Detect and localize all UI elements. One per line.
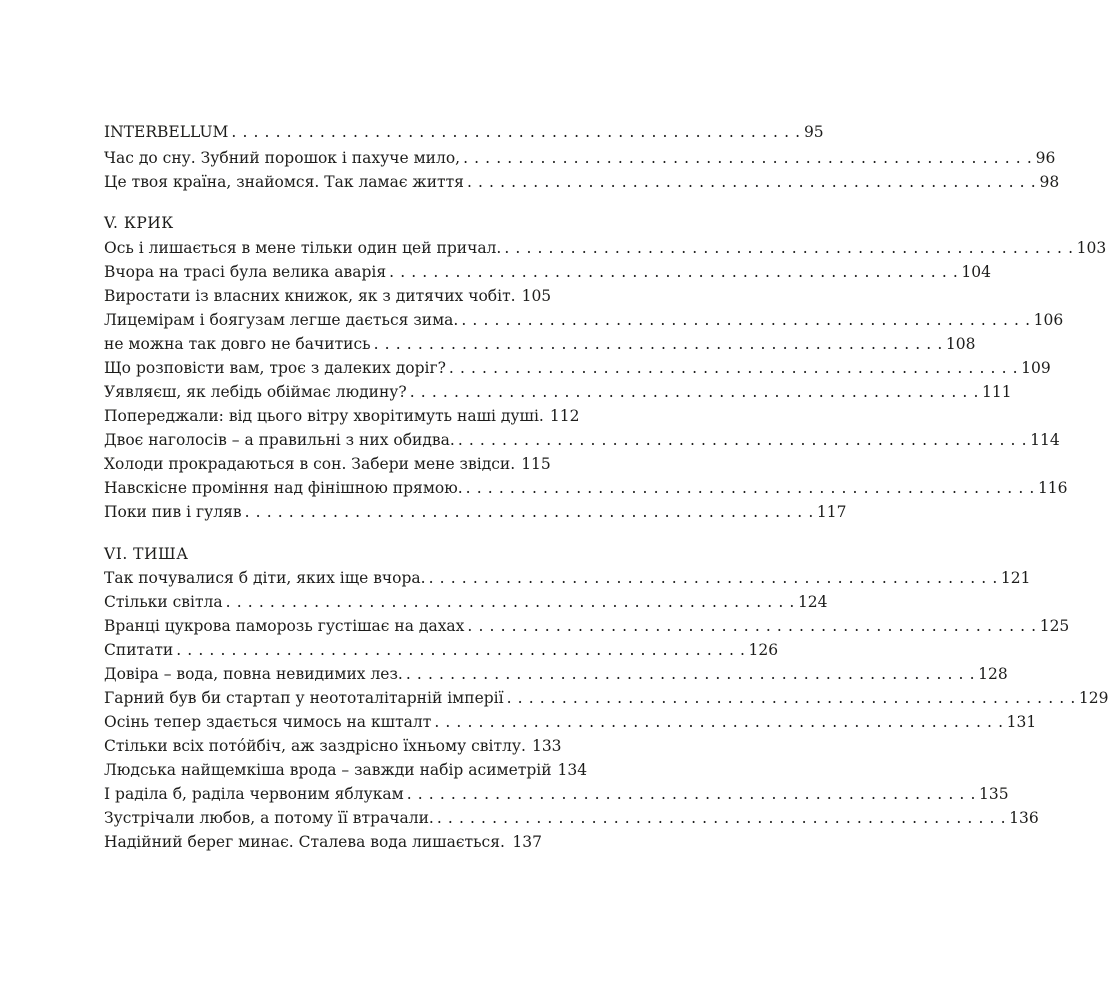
toc-entry-page: 104 [961, 263, 992, 281]
toc-entry [104, 308, 1064, 332]
toc-entry-title: Навскісне проміння над фінішною прямою. [104, 479, 463, 497]
toc-entry-page: 116 [1037, 479, 1068, 497]
toc-entry-title: Попереджали: від цього вітру хворітимуть наші душі. [104, 407, 544, 425]
toc-entry [104, 260, 992, 284]
toc-entry-page: 105 [521, 287, 552, 305]
toc-entry-page: 106 [1033, 311, 1064, 329]
dot-leader [176, 638, 745, 662]
dot-leader [449, 356, 1018, 380]
toc-entry-page: 126 [748, 641, 779, 659]
toc-entry-page: 131 [1006, 713, 1037, 731]
toc-entry [104, 614, 1070, 638]
toc-entry [104, 500, 847, 524]
toc-entry-title: Зустрічали любов, а потому її втрачали. [104, 809, 434, 827]
toc-entry-page: 114 [1030, 431, 1060, 449]
toc-entry [104, 428, 1060, 452]
toc-entry-title: Час до сну. Зубний порошок і пахуче мило, [104, 149, 461, 167]
dot-leader [458, 428, 1027, 452]
toc-entry-title: Надійний берег минає. Сталева вода лишається. [104, 833, 505, 851]
toc-entry [104, 662, 1008, 686]
toc-entry-page: 96 [1035, 149, 1056, 167]
toc-entry-title: Гарний був би стартап у неототалітарній імперії [104, 689, 504, 707]
toc-entry-page: 95 [803, 123, 824, 141]
toc-entry [104, 710, 1037, 734]
toc-entry-page: 135 [978, 785, 1009, 803]
toc-entry-title: Двоє наголосів – а правильні з них обидва. [104, 431, 455, 449]
toc-entry-page: 108 [945, 335, 976, 353]
toc-entry [104, 590, 828, 614]
toc-entry [104, 476, 1068, 500]
toc-entry [104, 758, 588, 782]
toc-entry [104, 356, 1051, 380]
toc-entry-title: Вчора на трасі була велика аварія [104, 263, 387, 281]
toc-entry-page: 115 [521, 455, 551, 473]
toc-entry [104, 332, 976, 356]
toc-entry-page: 129 [1078, 689, 1108, 707]
toc-entry-page: 103 [1076, 239, 1107, 257]
toc-entry-title: І раділа б, раділа червоним яблукам [104, 785, 404, 803]
toc-entry [104, 686, 1108, 710]
toc-entry-page: 125 [1039, 617, 1070, 635]
toc-entry-title: Що розповісти вам, троє з далеких доріг? [104, 359, 446, 377]
dot-leader [434, 710, 1003, 734]
toc-entry-title: не можна так довго не бачитись [104, 335, 371, 353]
toc-entry-title: Стільки світла [104, 593, 223, 611]
toc-entry-title: Довіра – вода, повна невидимих лез. [104, 665, 403, 683]
dot-leader [504, 236, 1073, 260]
toc-entry-title: INTERBELLUM [104, 123, 229, 141]
toc-entry [104, 452, 551, 476]
toc-entry-title: Холоди прокрадаються в сон. Забери мене звідси. [104, 455, 516, 473]
toc-entry [104, 638, 779, 662]
dot-leader [389, 260, 958, 284]
toc-entry-title: Так почувалися б діти, яких іще вчора. [104, 569, 426, 587]
toc-entry [104, 782, 1009, 806]
dot-leader [467, 170, 1036, 194]
toc-entry-page: 112 [549, 407, 580, 425]
toc-entry-page: 109 [1021, 359, 1051, 377]
dot-leader [410, 380, 979, 404]
toc-entry-title: Вранці цукрова паморозь густішає на дахах [104, 617, 465, 635]
dot-leader [407, 782, 976, 806]
dot-leader [467, 614, 1036, 638]
dot-leader [461, 308, 1030, 332]
toc-entry-page: 128 [978, 665, 1008, 683]
toc-entry-page: 98 [1039, 173, 1060, 191]
dot-leader [245, 500, 814, 524]
toc-entry [104, 806, 1039, 830]
toc-entry [104, 734, 562, 758]
dot-leader [508, 830, 509, 854]
toc-entry [104, 120, 824, 144]
toc-entry-page: 117 [816, 503, 847, 521]
dot-leader [463, 146, 1032, 170]
dot-leader [466, 476, 1035, 500]
section-heading: VI. ТИША [104, 545, 189, 563]
toc-entry [104, 146, 1056, 170]
toc-entry-title: Лицемірам і боягузам легше дається зима. [104, 311, 459, 329]
toc-entry-page: 124 [797, 593, 828, 611]
toc-entry-title: Спитати [104, 641, 174, 659]
dot-leader [226, 590, 795, 614]
toc-entry [104, 236, 1107, 260]
toc-entry-page: 137 [512, 833, 542, 851]
toc-entry [104, 566, 1031, 590]
toc-entry-page: 121 [1000, 569, 1031, 587]
dot-leader [429, 566, 998, 590]
dot-leader [507, 686, 1076, 710]
toc-entry-title: Людська найщемкіша врода – завжди набір асиметрій [104, 761, 552, 779]
toc-entry-page: 136 [1009, 809, 1039, 827]
toc-entry [104, 284, 552, 308]
section-heading: V. КРИК [104, 214, 174, 232]
dot-leader [231, 120, 800, 144]
dot-leader [437, 806, 1006, 830]
dot-leader [374, 332, 943, 356]
toc-entry-title: Поки пив і гуляв [104, 503, 242, 521]
toc-entry-page: 133 [531, 737, 562, 755]
toc-entry-title: Ось і лишається в мене тільки один цей причал. [104, 239, 502, 257]
dot-leader [406, 662, 975, 686]
toc-entry-title: Стільки всіх пото́йбіч, аж заздрісно їхньому світлу. [104, 737, 526, 755]
toc-entry [104, 380, 1012, 404]
toc-entry [104, 404, 580, 428]
toc-entry-page: 134 [557, 761, 588, 779]
toc-entry-title: Виростати із власних книжок, як з дитячих чобіт. [104, 287, 516, 305]
toc-entry [104, 170, 1060, 194]
toc-entry-title: Осінь тепер здається чимось на кшталт [104, 713, 432, 731]
toc-entry-title: Це твоя країна, знайомся. Так ламає життя [104, 173, 464, 191]
toc-entry [104, 830, 542, 854]
toc-entry-page: 111 [982, 383, 1012, 401]
toc-entry-title: Уявляєш, як лебідь обіймає людину? [104, 383, 407, 401]
